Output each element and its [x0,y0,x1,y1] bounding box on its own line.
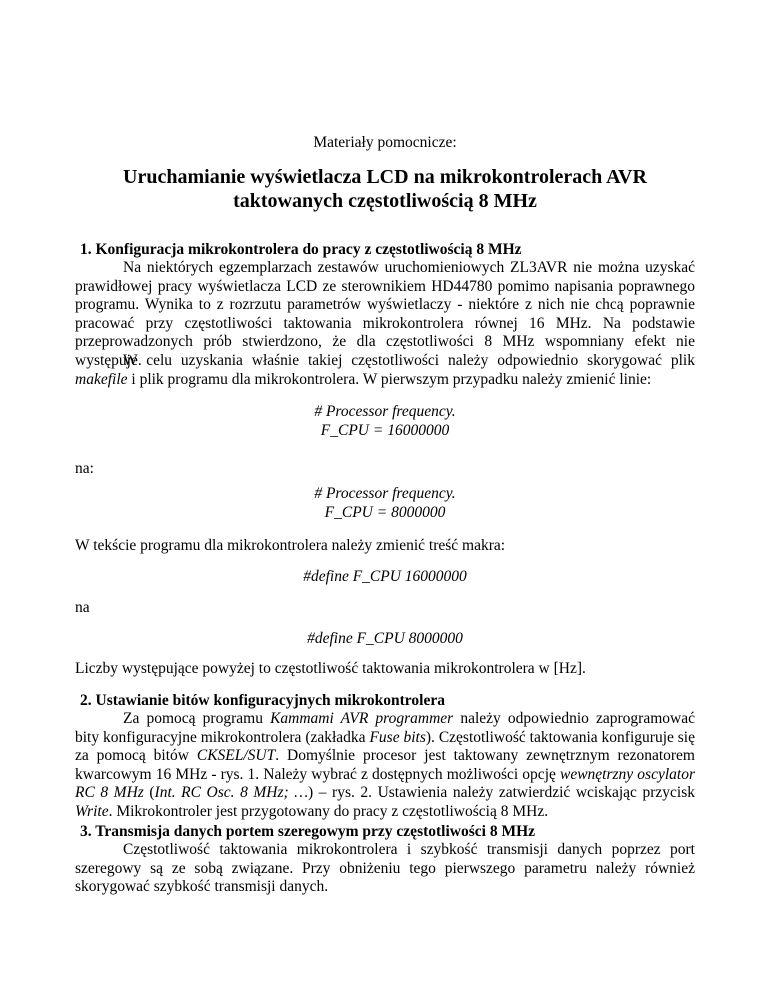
bits-name: CKSEL/SUT [196,747,276,764]
page-title [75,165,695,213]
button-name: Write [75,802,109,820]
section-2-paragraph [75,710,695,821]
frequency-summary: Liczby występujące powyżej to częstotliwość taktowania mikrokontrolera w [Hz]. [75,660,586,677]
program-name: Kammami AVR programmer [270,710,454,727]
s2-text: ( [143,784,155,801]
title-line-2: taktowanych częstotliwością 8 MHz [233,190,537,212]
section-2-heading: 2. Ustawianie bitów konfiguracyjnych mikrokontrolera [80,692,445,709]
s2-text: . Mikrokontroler jest przygotowany do pracy z częstotliwością 8 MHz. [108,802,549,820]
makefile-term: makefile [75,370,128,388]
code-block-1 [75,403,695,440]
subtitle: Materiały pomocnicze: [313,134,457,151]
section-3-paragraph-text: Częstotliwość taktowania mikrokontrolera i szybkość transmisji danych poprzez port szeregowy są ze sobą związane. Przy obniżeniu tego pierwszego parametru należy również skorygować szybkość transmisji danych. [75,841,695,895]
section-3-paragraph [75,841,695,897]
section-1-heading: 1. Konfiguracja mikrokontrolera do pracy z częstotliwością 8 MHz [80,241,522,258]
na-label-1: na: [75,460,94,477]
s2-text: ) – rys. 2. Ustawienia należy zatwierdzić wciskając przycisk [308,784,695,801]
section-1-paragraph-2 [75,352,695,389]
code-block-2 [75,485,695,522]
para2-start: W celu uzyskania właśnie takiej częstotliwości należy odpowiednio skorygować plik [123,352,695,369]
s2-text: Za pomocą programu [123,710,271,727]
macro-instruction: W tekście programu dla mikrokontrolera należy zmienić treść makra: [75,537,506,554]
code-block-4: #define F_CPU 8000000 [307,630,463,647]
code-line: # Processor frequency. [314,485,456,502]
option-label: Int. RC Osc. 8 MHz; … [154,784,309,801]
tab-name: Fuse bits [369,728,426,746]
na-label-2: na [75,599,90,616]
para2-end: i plik programu dla mikrokontrolera. W pierwszym przypadku należy zmienić linie: [127,370,652,388]
title-line-1: Uruchamianie wyświetlacza LCD na mikrokontrolerach AVR [123,166,647,188]
section-1-paragraph-1-text: Na niektórych egzemplarzach zestawów uruchomieniowych ZL3AVR nie można uzyskać prawidłowej pracy wyświetlacza LCD ze sterownikiem HD44780 pomimo napisania poprawnego programu. Wynika to z rozrzutu parametrów wyświetlaczy - niektóre z nich nie chcą poprawnie pracować przy częstotliwości taktowania mikrokontrolera równej 16 MHz. Na podstawie przeprowadzonych prób stwierdzono, że dla częstotliwości 8 MHz wspomniany efekt nie występuje. [75,259,695,369]
option-name: wewnętrzny oscylator RC 8 MHz [75,765,695,801]
code-line: F_CPU = 16000000 [320,421,450,439]
code-line: F_CPU = 8000000 [324,503,446,521]
code-block-3: #define F_CPU 16000000 [303,568,467,585]
code-line: # Processor frequency. [314,403,456,420]
section-3-heading: 3. Transmisja danych portem szeregowym przy częstotliwości 8 MHz [80,823,536,840]
s2-text: . Domyślnie procesor jest taktowany zewnętrznym rezonatorem kwarcowym 16 MHz - rys. 1. Należy wybrać z dostępnych możliwości opcję [75,747,695,783]
s2-text: należy odpowiednio zaprogramować bity konfiguracyjne mikrokontrolera (zakładka [75,710,695,746]
s2-text: ). Częstotliwość taktowania konfiguruje się za pomocą bitów [75,728,695,764]
